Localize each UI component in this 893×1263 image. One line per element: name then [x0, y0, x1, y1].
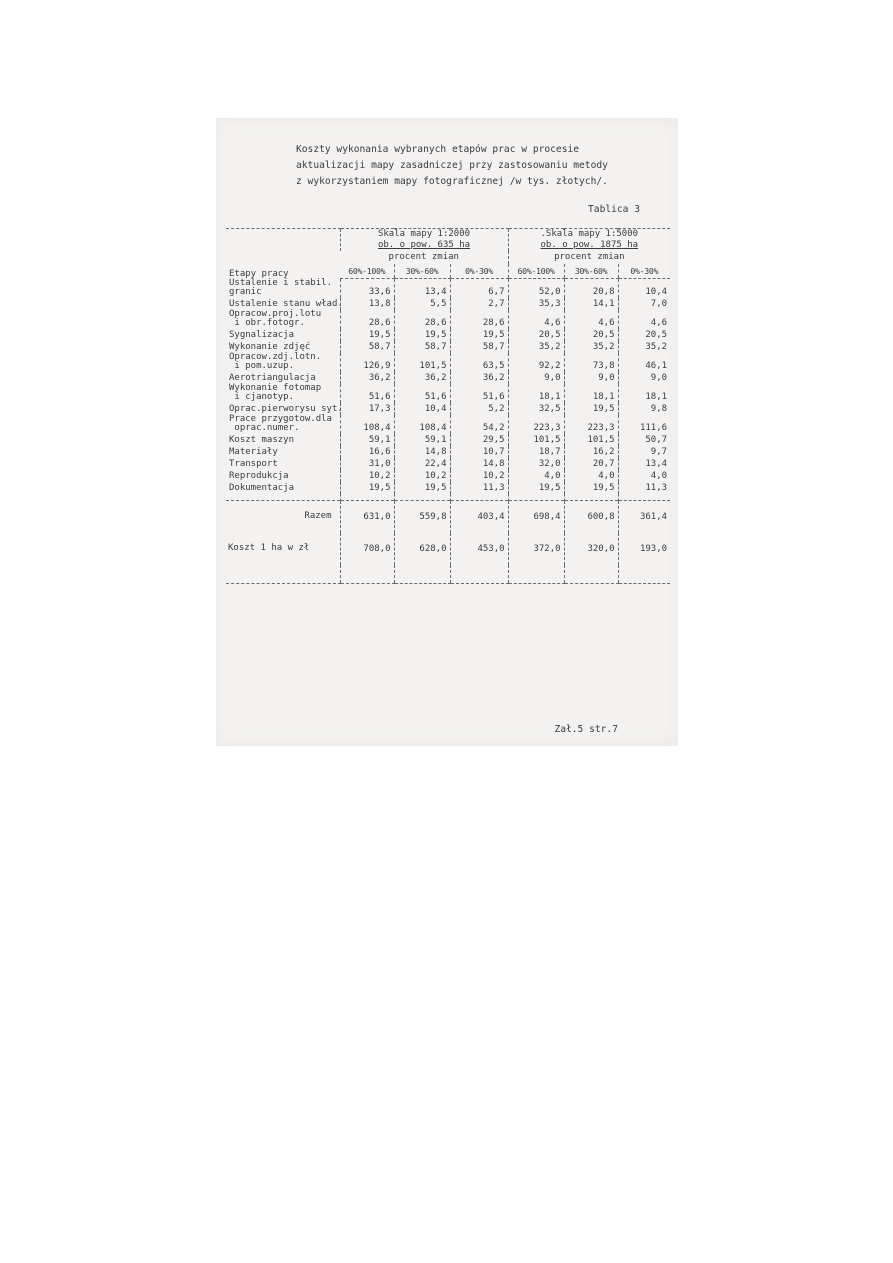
table-row: [226, 298, 670, 310]
cell-value: 51,6: [340, 384, 394, 403]
cell-value: 10,7: [450, 446, 508, 458]
table-row: [226, 310, 670, 329]
row-label: Aerotriangulacja: [229, 373, 316, 383]
cell-value: 4,0: [564, 470, 618, 482]
table-row: [226, 415, 670, 434]
cell-value: 4,6: [564, 310, 618, 329]
cell-value: 52,0: [508, 279, 564, 298]
table-row: [226, 384, 670, 403]
scale-2000-title: Skala mapy 1:2000: [377, 229, 471, 239]
row-label: Materiały: [229, 447, 278, 457]
cell-value: 223,3: [564, 415, 618, 434]
cell-value: 5,2: [450, 403, 508, 415]
row-label: Prace przygotow.dla oprac.numer.: [229, 413, 332, 433]
row-label: Reprodukcja: [229, 471, 289, 481]
column-header: 0%-30%: [618, 264, 670, 279]
cell-value: 31,0: [340, 458, 394, 470]
cell-value: 2,7: [450, 298, 508, 310]
stub-header: Etapy pracy: [226, 229, 340, 279]
cell-value: 708,0: [340, 533, 394, 565]
cell-value: 9,0: [508, 372, 564, 384]
cell-value: 28,6: [340, 310, 394, 329]
cell-value: 9,0: [618, 372, 670, 384]
cell-value: 32,5: [508, 403, 564, 415]
table-caption: [296, 142, 668, 190]
row-label: Wykonanie fotomap i cjanotyp.: [229, 382, 322, 402]
cell-value: 36,2: [394, 372, 450, 384]
cell-value: 58,7: [340, 341, 394, 353]
cell-value: 11,3: [618, 482, 670, 494]
cell-value: 10,4: [618, 279, 670, 298]
table-row: [226, 372, 670, 384]
table-body: [226, 279, 670, 584]
cell-value: 16,6: [340, 446, 394, 458]
page-reference: Zał.5 str.7: [554, 724, 618, 735]
row-label: Transport: [229, 459, 278, 469]
cell-value: 73,8: [564, 353, 618, 372]
cell-value: 20,5: [508, 329, 564, 341]
cell-value: 7,0: [618, 298, 670, 310]
cell-value: 14,8: [394, 446, 450, 458]
cell-value: 10,2: [450, 470, 508, 482]
cell-value: 59,1: [340, 434, 394, 446]
cell-value: 10,4: [394, 403, 450, 415]
row-label: Koszt maszyn: [229, 435, 295, 445]
cell-value: 10,2: [394, 470, 450, 482]
cell-value: 361,4: [618, 500, 670, 533]
cell-value: 108,4: [394, 415, 450, 434]
cell-value: 51,6: [394, 384, 450, 403]
cost-table: [226, 228, 670, 584]
cell-value: 18,1: [618, 384, 670, 403]
cell-value: 35,2: [618, 341, 670, 353]
cell-value: 6,7: [450, 279, 508, 298]
cell-value: 17,3: [340, 403, 394, 415]
cell-value: 20,8: [564, 279, 618, 298]
cell-value: 10,2: [340, 470, 394, 482]
row-label: Ustalenie i stabil. granic: [229, 277, 332, 297]
row-label: Dokumentacja: [229, 483, 295, 493]
cell-value: 559,8: [394, 500, 450, 533]
cell-value: 33,6: [340, 279, 394, 298]
table-row: [226, 279, 670, 298]
cell-value: 13,4: [618, 458, 670, 470]
table-row: [226, 446, 670, 458]
caption-line: Koszty wykonania wybranych etapów prac w procesie: [296, 144, 580, 155]
cell-value: 403,4: [450, 500, 508, 533]
cell-value: 28,6: [450, 310, 508, 329]
scanned-page: [216, 118, 678, 746]
cell-value: 59,1: [394, 434, 450, 446]
cell-value: 453,0: [450, 533, 508, 565]
cell-value: 600,8: [564, 500, 618, 533]
cell-value: 18,1: [508, 384, 564, 403]
cell-value: 32,0: [508, 458, 564, 470]
cell-value: 108,4: [340, 415, 394, 434]
cell-value: 58,7: [394, 341, 450, 353]
cell-value: 13,8: [340, 298, 394, 310]
table-row: [226, 470, 670, 482]
cell-value: 19,5: [340, 482, 394, 494]
table-row: [226, 434, 670, 446]
cell-value: 36,2: [340, 372, 394, 384]
caption-line: z wykorzystaniem mapy fotograficznej /w tys. złotych/.: [296, 176, 608, 187]
cell-value: 11,3: [450, 482, 508, 494]
scale-5000-header: [508, 229, 670, 252]
table-row: [226, 329, 670, 341]
cell-value: 372,0: [508, 533, 564, 565]
cell-value: 29,5: [450, 434, 508, 446]
cell-value: 223,3: [508, 415, 564, 434]
cell-value: 50,7: [618, 434, 670, 446]
cell-value: 19,5: [394, 329, 450, 341]
table-number: Tablica 3: [588, 204, 640, 215]
column-header: 60%-100%: [508, 264, 564, 279]
cell-value: 4,0: [508, 470, 564, 482]
table-row: [226, 482, 670, 494]
column-header: 30%-60%: [394, 264, 450, 279]
row-label: Oprac.pierworysu syt.: [229, 404, 343, 414]
cell-value: 58,7: [450, 341, 508, 353]
table-row: [226, 353, 670, 372]
cell-value: 35,2: [564, 341, 618, 353]
cell-value: 14,1: [564, 298, 618, 310]
cell-value: 20,5: [618, 329, 670, 341]
cell-value: 4,0: [618, 470, 670, 482]
cell-value: 9,7: [618, 446, 670, 458]
cell-value: 126,9: [340, 353, 394, 372]
cell-value: 46,1: [618, 353, 670, 372]
cell-value: 92,2: [508, 353, 564, 372]
row-label: Opracow.proj.lotu i obr.fotogr.: [229, 308, 322, 328]
subheader-5000: procent zmian: [508, 251, 670, 264]
cell-value: 101,5: [564, 434, 618, 446]
row-label: Sygnalizacja: [229, 330, 295, 340]
cell-value: 54,2: [450, 415, 508, 434]
cell-value: 4,6: [508, 310, 564, 329]
cell-value: 9,0: [564, 372, 618, 384]
closing-row: [226, 565, 670, 584]
cell-value: 13,4: [394, 279, 450, 298]
cell-value: 698,4: [508, 500, 564, 533]
scale-2000-area: ob. o pow. 635 ha: [377, 240, 471, 250]
scale-5000-title: .Skala mapy 1:5000: [540, 229, 639, 239]
cell-value: 18,1: [564, 384, 618, 403]
table-row: [226, 403, 670, 415]
cell-value: 20,7: [564, 458, 618, 470]
column-header: 60%-100%: [340, 264, 394, 279]
cell-value: 19,5: [394, 482, 450, 494]
header-row-group: [226, 229, 670, 252]
table-row: [226, 341, 670, 353]
total-row: [226, 500, 670, 533]
cell-value: 4,6: [618, 310, 670, 329]
total-label: Koszt 1 ha w zł: [228, 542, 310, 553]
total-row: [226, 533, 670, 565]
cell-value: 193,0: [618, 533, 670, 565]
cell-value: 19,5: [340, 329, 394, 341]
subheader-2000: procent zmian: [388, 252, 459, 262]
cell-value: 19,5: [508, 482, 564, 494]
cell-value: 19,5: [564, 482, 618, 494]
column-header: 30%-60%: [564, 264, 618, 279]
cell-value: 28,6: [394, 310, 450, 329]
row-label: Opracow.zdj.lotn. i pom.uzup.: [229, 351, 322, 371]
cell-value: 101,5: [508, 434, 564, 446]
column-header: 0%-30%: [450, 264, 508, 279]
cell-value: 16,2: [564, 446, 618, 458]
total-label: Razem: [226, 500, 340, 533]
cell-value: 18,7: [508, 446, 564, 458]
cell-value: 628,0: [394, 533, 450, 565]
caption-line: aktualizacji mapy zasadniczej przy zastosowaniu metody: [296, 160, 608, 171]
cell-value: 111,6: [618, 415, 670, 434]
cell-value: 63,5: [450, 353, 508, 372]
cell-value: 36,2: [450, 372, 508, 384]
cell-value: 9,8: [618, 403, 670, 415]
cell-value: 19,5: [564, 403, 618, 415]
cell-value: 101,5: [394, 353, 450, 372]
cell-value: 320,0: [564, 533, 618, 565]
cell-value: 631,0: [340, 500, 394, 533]
cell-value: 35,2: [508, 341, 564, 353]
cell-value: 35,3: [508, 298, 564, 310]
scale-2000-header: [340, 229, 508, 252]
cell-value: 51,6: [450, 384, 508, 403]
cell-value: 14,8: [450, 458, 508, 470]
cell-value: 20,5: [564, 329, 618, 341]
cell-value: 19,5: [450, 329, 508, 341]
row-label: Wykonanie zdjęć: [229, 342, 311, 352]
cell-value: 5,5: [394, 298, 450, 310]
scale-5000-area: ob. o pow. 1875 ha: [540, 240, 639, 250]
table-row: [226, 458, 670, 470]
row-label: Ustalenie stanu wład.: [229, 299, 343, 309]
cell-value: 22,4: [394, 458, 450, 470]
